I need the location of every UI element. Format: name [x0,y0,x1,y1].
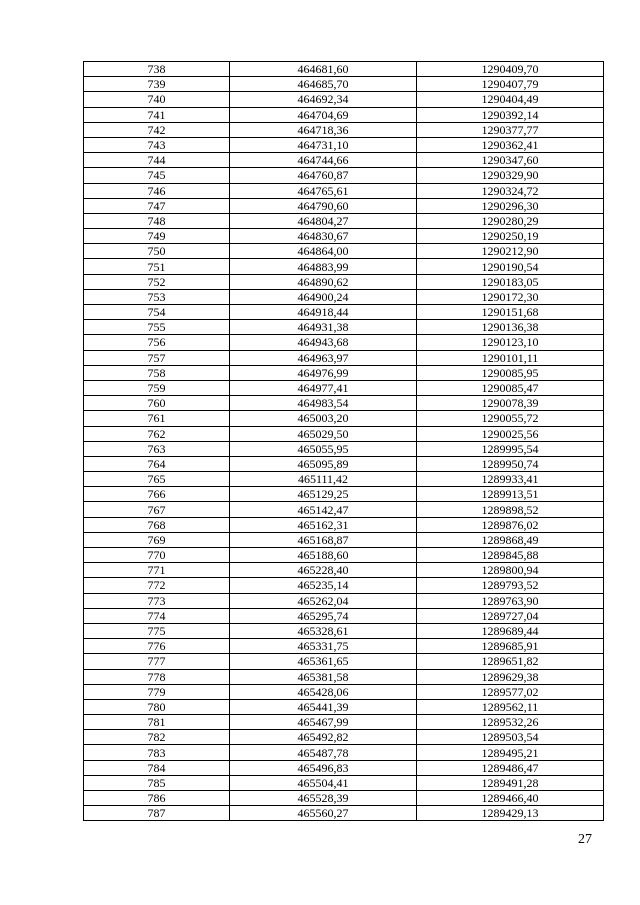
table-row [84,487,604,502]
table-row [84,153,604,168]
table-row [84,107,604,122]
x-coordinate-cell: 465003,20 [230,411,417,426]
point-number-cell: 767 [84,502,230,517]
point-number-cell: 779 [84,684,230,699]
y-coordinate-cell: 1290055,72 [417,411,604,426]
point-number-cell: 770 [84,548,230,563]
point-number-cell: 741 [84,107,230,122]
point-number-cell: 785 [84,775,230,790]
y-coordinate-cell: 1289503,54 [417,730,604,745]
y-coordinate-cell: 1289800,94 [417,563,604,578]
y-coordinate-cell: 1289727,04 [417,608,604,623]
table-row [84,426,604,441]
table-row [84,396,604,411]
x-coordinate-cell: 464718,36 [230,122,417,137]
table-row [84,730,604,745]
table-row [84,745,604,760]
y-coordinate-cell: 1290377,77 [417,122,604,137]
point-number-cell: 769 [84,532,230,547]
table-row [84,213,604,228]
x-coordinate-cell: 465142,47 [230,502,417,517]
y-coordinate-cell: 1290085,95 [417,365,604,380]
x-coordinate-cell: 464883,99 [230,259,417,274]
y-coordinate-cell: 1289651,82 [417,654,604,669]
x-coordinate-cell: 464744,66 [230,153,417,168]
y-coordinate-cell: 1290025,56 [417,426,604,441]
point-number-cell: 787 [84,806,230,821]
y-coordinate-cell: 1290151,68 [417,305,604,320]
y-coordinate-cell: 1289689,44 [417,623,604,638]
y-coordinate-cell: 1290329,90 [417,168,604,183]
table-row [84,715,604,730]
y-coordinate-cell: 1290280,29 [417,213,604,228]
table-row [84,593,604,608]
y-coordinate-cell: 1290190,54 [417,259,604,274]
x-coordinate-cell: 465129,25 [230,487,417,502]
y-coordinate-cell: 1290085,47 [417,380,604,395]
x-coordinate-cell: 464731,10 [230,137,417,152]
point-number-cell: 743 [84,137,230,152]
table-row [84,563,604,578]
x-coordinate-cell: 464704,69 [230,107,417,122]
y-coordinate-cell: 1289577,02 [417,684,604,699]
x-coordinate-cell: 465168,87 [230,532,417,547]
y-coordinate-cell: 1289793,52 [417,578,604,593]
point-number-cell: 756 [84,335,230,350]
point-number-cell: 783 [84,745,230,760]
table-row [84,305,604,320]
point-number-cell: 759 [84,380,230,395]
point-number-cell: 754 [84,305,230,320]
point-number-cell: 766 [84,487,230,502]
x-coordinate-cell: 464977,41 [230,380,417,395]
x-coordinate-cell: 465228,40 [230,563,417,578]
point-number-cell: 774 [84,608,230,623]
point-number-cell: 745 [84,168,230,183]
y-coordinate-cell: 1289845,88 [417,548,604,563]
y-coordinate-cell: 1290123,10 [417,335,604,350]
x-coordinate-cell: 465111,42 [230,472,417,487]
point-number-cell: 764 [84,456,230,471]
table-row [84,350,604,365]
table-row [84,472,604,487]
x-coordinate-cell: 464890,62 [230,274,417,289]
y-coordinate-cell: 1290362,41 [417,137,604,152]
x-coordinate-cell: 464918,44 [230,305,417,320]
point-number-cell: 776 [84,639,230,654]
table-row [84,168,604,183]
table-row [84,517,604,532]
y-coordinate-cell: 1289913,51 [417,487,604,502]
x-coordinate-cell: 465162,31 [230,517,417,532]
x-coordinate-cell: 464685,70 [230,77,417,92]
point-number-cell: 784 [84,760,230,775]
x-coordinate-cell: 465487,78 [230,745,417,760]
table-row [84,532,604,547]
table-row [84,760,604,775]
x-coordinate-cell: 465467,99 [230,715,417,730]
point-number-cell: 771 [84,563,230,578]
point-number-cell: 782 [84,730,230,745]
table-row [84,578,604,593]
table-row [84,699,604,714]
x-coordinate-cell: 464943,68 [230,335,417,350]
point-number-cell: 780 [84,699,230,714]
x-coordinate-cell: 464692,34 [230,92,417,107]
y-coordinate-cell: 1289429,13 [417,806,604,821]
point-number-cell: 740 [84,92,230,107]
table-row [84,77,604,92]
table-row [84,623,604,638]
table-row [84,62,604,77]
point-number-cell: 742 [84,122,230,137]
table-row [84,320,604,335]
y-coordinate-cell: 1290078,39 [417,396,604,411]
x-coordinate-cell: 464790,60 [230,198,417,213]
y-coordinate-cell: 1289562,11 [417,699,604,714]
y-coordinate-cell: 1290136,38 [417,320,604,335]
point-number-cell: 744 [84,153,230,168]
y-coordinate-cell: 1290250,19 [417,229,604,244]
x-coordinate-cell: 464830,67 [230,229,417,244]
table-row [84,137,604,152]
y-coordinate-cell: 1289629,38 [417,669,604,684]
table-row [84,92,604,107]
table-row [84,441,604,456]
table-row [84,411,604,426]
y-coordinate-cell: 1290404,49 [417,92,604,107]
point-number-cell: 739 [84,77,230,92]
table-row [84,122,604,137]
x-coordinate-cell: 464804,27 [230,213,417,228]
x-coordinate-cell: 465441,39 [230,699,417,714]
y-coordinate-cell: 1289876,02 [417,517,604,532]
coordinates-table-body [84,62,604,821]
y-coordinate-cell: 1289898,52 [417,502,604,517]
point-number-cell: 749 [84,229,230,244]
y-coordinate-cell: 1289933,41 [417,472,604,487]
y-coordinate-cell: 1290183,05 [417,274,604,289]
table-row [84,639,604,654]
x-coordinate-cell: 465295,74 [230,608,417,623]
point-number-cell: 761 [84,411,230,426]
point-number-cell: 777 [84,654,230,669]
point-number-cell: 772 [84,578,230,593]
table-row [84,791,604,806]
point-number-cell: 751 [84,259,230,274]
point-number-cell: 775 [84,623,230,638]
y-coordinate-cell: 1290172,30 [417,289,604,304]
x-coordinate-cell: 465428,06 [230,684,417,699]
y-coordinate-cell: 1289491,28 [417,775,604,790]
table-row [84,806,604,821]
table-row [84,380,604,395]
y-coordinate-cell: 1289495,21 [417,745,604,760]
point-number-cell: 748 [84,213,230,228]
point-number-cell: 757 [84,350,230,365]
table-row [84,259,604,274]
point-number-cell: 750 [84,244,230,259]
x-coordinate-cell: 465055,95 [230,441,417,456]
point-number-cell: 758 [84,365,230,380]
y-coordinate-cell: 1290324,72 [417,183,604,198]
x-coordinate-cell: 464765,61 [230,183,417,198]
x-coordinate-cell: 464681,60 [230,62,417,77]
point-number-cell: 760 [84,396,230,411]
x-coordinate-cell: 465029,50 [230,426,417,441]
table-row [84,775,604,790]
x-coordinate-cell: 464931,38 [230,320,417,335]
table-row [84,669,604,684]
table-row [84,198,604,213]
table-row [84,289,604,304]
y-coordinate-cell: 1290212,90 [417,244,604,259]
table-row [84,335,604,350]
x-coordinate-cell: 465328,61 [230,623,417,638]
table-row [84,608,604,623]
x-coordinate-cell: 465528,39 [230,791,417,806]
x-coordinate-cell: 464983,54 [230,396,417,411]
y-coordinate-cell: 1289950,74 [417,456,604,471]
point-number-cell: 786 [84,791,230,806]
table-row [84,456,604,471]
table-row [84,548,604,563]
point-number-cell: 768 [84,517,230,532]
y-coordinate-cell: 1289763,90 [417,593,604,608]
table-row [84,229,604,244]
y-coordinate-cell: 1290407,79 [417,77,604,92]
x-coordinate-cell: 464963,97 [230,350,417,365]
table-row [84,654,604,669]
x-coordinate-cell: 465492,82 [230,730,417,745]
table-row [84,183,604,198]
table-row [84,365,604,380]
point-number-cell: 781 [84,715,230,730]
point-number-cell: 746 [84,183,230,198]
x-coordinate-cell: 464864,00 [230,244,417,259]
y-coordinate-cell: 1289532,26 [417,715,604,730]
x-coordinate-cell: 464760,87 [230,168,417,183]
x-coordinate-cell: 465235,14 [230,578,417,593]
table-row [84,274,604,289]
x-coordinate-cell: 465361,65 [230,654,417,669]
x-coordinate-cell: 465504,41 [230,775,417,790]
y-coordinate-cell: 1290409,70 [417,62,604,77]
point-number-cell: 763 [84,441,230,456]
x-coordinate-cell: 464900,24 [230,289,417,304]
point-number-cell: 738 [84,62,230,77]
point-number-cell: 765 [84,472,230,487]
y-coordinate-cell: 1290101,11 [417,350,604,365]
point-number-cell: 753 [84,289,230,304]
point-number-cell: 747 [84,198,230,213]
table-row [84,684,604,699]
y-coordinate-cell: 1289486,47 [417,760,604,775]
y-coordinate-cell: 1289868,49 [417,532,604,547]
table-row [84,502,604,517]
x-coordinate-cell: 464976,99 [230,365,417,380]
y-coordinate-cell: 1289466,40 [417,791,604,806]
point-number-cell: 762 [84,426,230,441]
point-number-cell: 752 [84,274,230,289]
point-number-cell: 773 [84,593,230,608]
coordinates-table [83,61,604,821]
x-coordinate-cell: 465496,83 [230,760,417,775]
y-coordinate-cell: 1290347,60 [417,153,604,168]
y-coordinate-cell: 1290296,30 [417,198,604,213]
page-number: 27 [578,832,592,847]
y-coordinate-cell: 1289995,54 [417,441,604,456]
x-coordinate-cell: 465381,58 [230,669,417,684]
y-coordinate-cell: 1289685,91 [417,639,604,654]
y-coordinate-cell: 1290392,14 [417,107,604,122]
x-coordinate-cell: 465560,27 [230,806,417,821]
point-number-cell: 778 [84,669,230,684]
x-coordinate-cell: 465262,04 [230,593,417,608]
table-row [84,244,604,259]
x-coordinate-cell: 465095,89 [230,456,417,471]
x-coordinate-cell: 465331,75 [230,639,417,654]
x-coordinate-cell: 465188,60 [230,548,417,563]
point-number-cell: 755 [84,320,230,335]
